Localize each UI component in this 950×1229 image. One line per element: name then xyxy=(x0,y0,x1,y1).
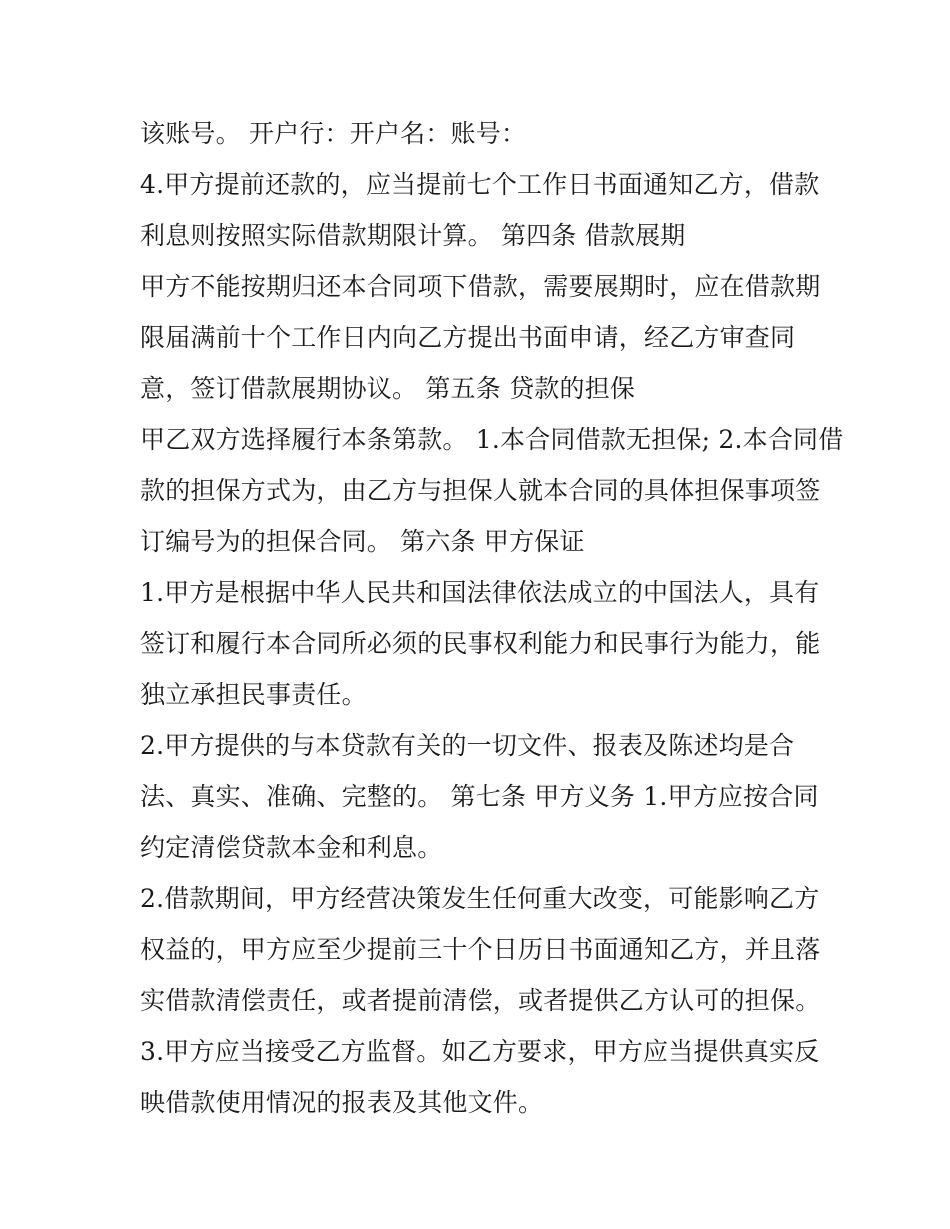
text-line: 权益的，甲方应至少提前三十个日历日书面通知乙方，并且落 xyxy=(140,935,821,964)
text-line: 映借款使用情况的报表及其他文件。 xyxy=(140,1088,544,1117)
text-line: 甲乙双方选择履行本条第款。 1.本合同借款无担保; 2.本合同借 xyxy=(140,425,844,454)
text-line: 4.甲方提前还款的，应当提前七个工作日书面通知乙方，借款 xyxy=(140,170,820,199)
text-line: 款的担保方式为，由乙方与担保人就本合同的具体担保事项签 xyxy=(140,476,821,505)
text-line: 约定清偿贷款本金和利息。 xyxy=(140,833,443,862)
text-line: 限届满前十个工作日内向乙方提出书面申请，经乙方审查同 xyxy=(140,323,796,352)
text-line: 甲方不能按期归还本合同项下借款，需要展期时，应在借款期 xyxy=(140,272,821,301)
text-line: 订编号为的担保合同。 第六条 甲方保证 xyxy=(140,527,585,556)
text-line: 法、真实、准确、完整的。 第七条 甲方义务 1.甲方应按合同 xyxy=(140,782,819,811)
contract-body xyxy=(140,108,844,1128)
text-line: 签订和履行本合同所必须的民事权利能力和民事行为能力，能 xyxy=(140,629,821,658)
text-line: 该账号。 开户行：开户名：账号： xyxy=(140,119,527,148)
text-line: 2.甲方提供的与本贷款有关的一切文件、报表及陈述均是合 xyxy=(140,731,795,760)
text-line: 2.借款期间，甲方经营决策发生任何重大改变，可能影响乙方 xyxy=(140,884,820,913)
text-line: 独立承担民事责任。 xyxy=(140,680,367,709)
text-line: 实借款清偿责任，或者提前清偿，或者提供乙方认可的担保。 xyxy=(140,986,821,1015)
text-line: 利息则按照实际借款期限计算。 第四条 借款展期 xyxy=(140,221,686,250)
text-line: 意，签订借款展期协议。 第五条 贷款的担保 xyxy=(140,374,636,403)
text-line: 1.甲方是根据中华人民共和国法律依法成立的中国法人，具有 xyxy=(140,578,820,607)
text-line: 3.甲方应当接受乙方监督。如乙方要求，甲方应当提供真实反 xyxy=(140,1037,820,1066)
